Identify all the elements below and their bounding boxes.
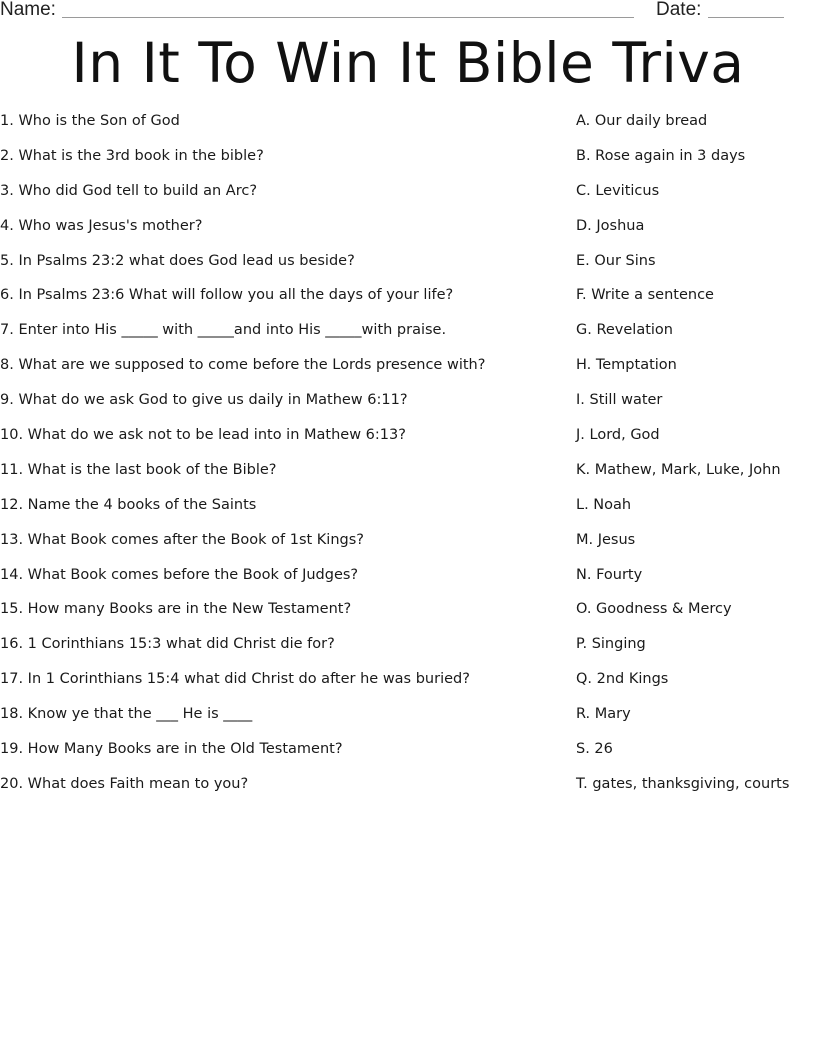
question-item: 18. Know ye that the ___ He is ____ [0,706,253,723]
question-item: 12. Name the 4 books of the Saints [0,496,257,513]
question-item: 3. Who did God tell to build an Arc? [0,182,258,199]
name-field[interactable] [62,17,634,18]
date-label: Date: [656,0,702,20]
answer-item: P. Singing [576,636,646,653]
question-item: 17. In 1 Corinthians 15:4 what did Christ do after he was buried? [0,671,470,688]
question-item: 14. What Book comes before the Book of Judges? [0,566,359,583]
question-item: 1. Who is the Son of God [0,113,180,129]
answer-item: J. Lord, God [576,427,660,444]
answer-item: I. Still water [576,392,663,409]
question-list [0,110,560,808]
page-title: In It To Win It Bible Triva [71,31,745,95]
question-item: 2. What is the 3rd book in the bible? [0,147,264,164]
answer-item: C. Leviticus [576,182,660,199]
question-item: 19. How Many Books are in the Old Testament? [0,741,343,758]
question-item: 8. What are we supposed to come before the Lords presence with? [0,357,486,374]
answer-item: F. Write a sentence [576,287,714,304]
answer-item: R. Mary [576,706,631,723]
question-item: 5. In Psalms 23:2 what does God lead us beside? [0,252,355,269]
answer-item: G. Revelation [576,322,673,339]
question-item: 16. 1 Corinthians 15:3 what did Christ die for? [0,636,335,653]
question-item: 15. How many Books are in the New Testament? [0,601,352,618]
answer-item: Q. 2nd Kings [576,671,669,688]
question-item: 10. What do we ask not to be lead into in Mathew 6:13? [0,427,406,444]
name-label: Name: [0,0,56,20]
question-item: 4. Who was Jesus's mother? [0,217,203,234]
answer-item: K. Mathew, Mark, Luke, John [576,461,781,478]
answer-item: B. Rose again in 3 days [576,147,746,164]
answer-item: S. 26 [576,741,613,758]
question-item: 6. In Psalms 23:6 What will follow you all the days of your life? [0,287,454,304]
worksheet-header [0,0,816,24]
answer-item: O. Goodness & Mercy [576,601,732,618]
answer-item: D. Joshua [576,217,645,234]
answer-item: L. Noah [576,496,632,513]
question-item: 11. What is the last book of the Bible? [0,461,277,478]
answer-item: E. Our Sins [576,252,656,269]
answer-item: A. Our daily bread [576,113,708,129]
date-field[interactable] [708,17,784,18]
answer-item: T. gates, thanksgiving, courts [576,775,790,792]
question-item: 13. What Book comes after the Book of 1st Kings? [0,531,364,548]
question-item: 9. What do we ask God to give us daily in Mathew 6:11? [0,392,408,409]
answer-item: M. Jesus [576,531,636,548]
answer-item: H. Temptation [576,357,677,374]
answer-list [576,110,812,808]
answer-item: N. Fourty [576,566,643,583]
question-item: 20. What does Faith mean to you? [0,775,249,792]
question-item: 7. Enter into His _____ with _____and into His _____with praise. [0,322,447,339]
